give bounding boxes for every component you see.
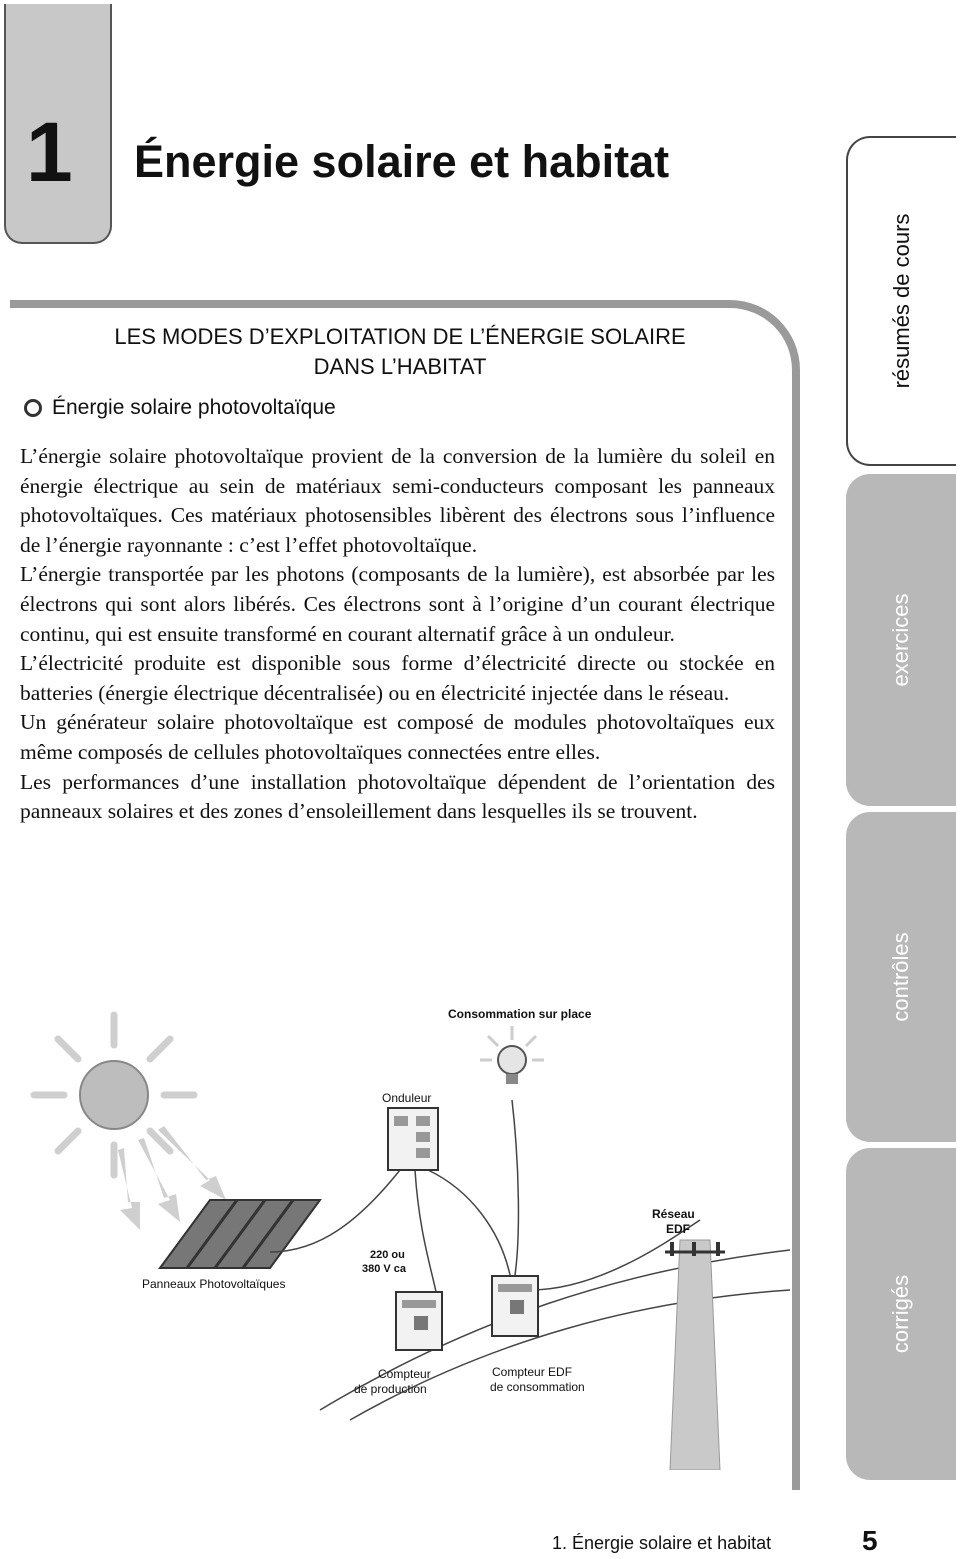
paragraph: L’électricité produite est disponible sous forme d’électricité directe ou stockée en batteries (énergie électrique décentralisée) ou en électricité injectée dans le réseau. <box>20 651 775 705</box>
tab-resumes-de-cours[interactable] <box>846 136 956 466</box>
consumption-meter-icon <box>492 1276 538 1336</box>
paragraph: L’énergie transportée par les photons (composants de la lumière), est absorbée par les électrons qui sont alors libérés. Ces électrons sont à l’origine d’un courant électrique continu, qui est ensuite transformé en courant alternatif grâce à un onduleur. <box>20 562 775 646</box>
compteur-edf-label-line1: Compteur EDF <box>492 1365 573 1379</box>
tab-controles[interactable] <box>846 812 956 1142</box>
inverter-box-icon <box>388 1108 438 1170</box>
paragraph: Un générateur solaire photovoltaïque est composé de modules photovoltaïques eux même composés de cellules photovoltaïques connectées entre elles. <box>20 710 775 764</box>
photovoltaic-installation-diagram <box>20 990 790 1470</box>
tab-corriges[interactable] <box>846 1148 956 1480</box>
bullet-circle-icon <box>24 399 42 417</box>
reseau-label-line2: EDF <box>666 1222 690 1236</box>
body-text <box>20 442 775 827</box>
panneaux-label: Panneaux Photovoltaïques <box>142 1277 286 1291</box>
utility-pole-icon <box>665 1240 725 1470</box>
footer-title: 1. Énergie solaire et habitat <box>552 1533 772 1553</box>
sun-icon <box>34 1015 194 1175</box>
reseau-label-line1: Réseau <box>652 1207 695 1221</box>
production-meter-icon <box>396 1292 442 1350</box>
tab-label: exercices <box>888 593 913 687</box>
compteur-edf-label-line2: de consommation <box>490 1380 585 1394</box>
subsection-heading <box>24 396 336 420</box>
paragraph: L’énergie solaire photovoltaïque provient de la conversion de la lumière du soleil en énergie électrique au sein de matériaux semi-conducteurs composant les panneaux photovoltaïques. Ces matériaux photosensibles libèrent des électrons sous l’influence de l’énergie rayonnante : c’est l’effet photovoltaïque. <box>20 444 775 557</box>
compteur-production-label-line1: Compteur <box>378 1367 431 1381</box>
section-title-line2: DANS L’HABITAT <box>313 354 487 379</box>
lightbulb-icon <box>480 1026 544 1084</box>
chapter-title: Énergie solaire et habitat <box>134 136 670 187</box>
consommation-label: Consommation sur place <box>448 1007 592 1021</box>
chapter-number-box <box>4 4 112 244</box>
solar-panel-icon <box>160 1200 320 1268</box>
page-number: 5 <box>862 1525 878 1556</box>
tab-label: corrigés <box>888 1274 913 1354</box>
onduleur-label: Onduleur <box>382 1091 432 1105</box>
voltage-label-line1: 220 ou <box>370 1249 405 1261</box>
tab-label: contrôles <box>888 932 913 1022</box>
section-title-line1: LES MODES D’EXPLOITATION DE L’ÉNERGIE SOLAIRE <box>114 324 686 349</box>
chapter-number: 1 <box>26 105 71 199</box>
subsection-title: Énergie solaire photovoltaïque <box>52 396 336 419</box>
voltage-label-line2: 380 V ca <box>362 1263 407 1275</box>
tab-label: résumés de cours <box>889 213 914 389</box>
paragraph: Les performances d’une installation photovoltaïque dépendent de l’orientation des panneaux solaires et des zones d’ensoleillement dans lesquelles ils se trouvent. <box>20 769 775 824</box>
tab-exercices[interactable] <box>846 474 956 806</box>
compteur-production-label-line2: de production <box>354 1382 427 1396</box>
